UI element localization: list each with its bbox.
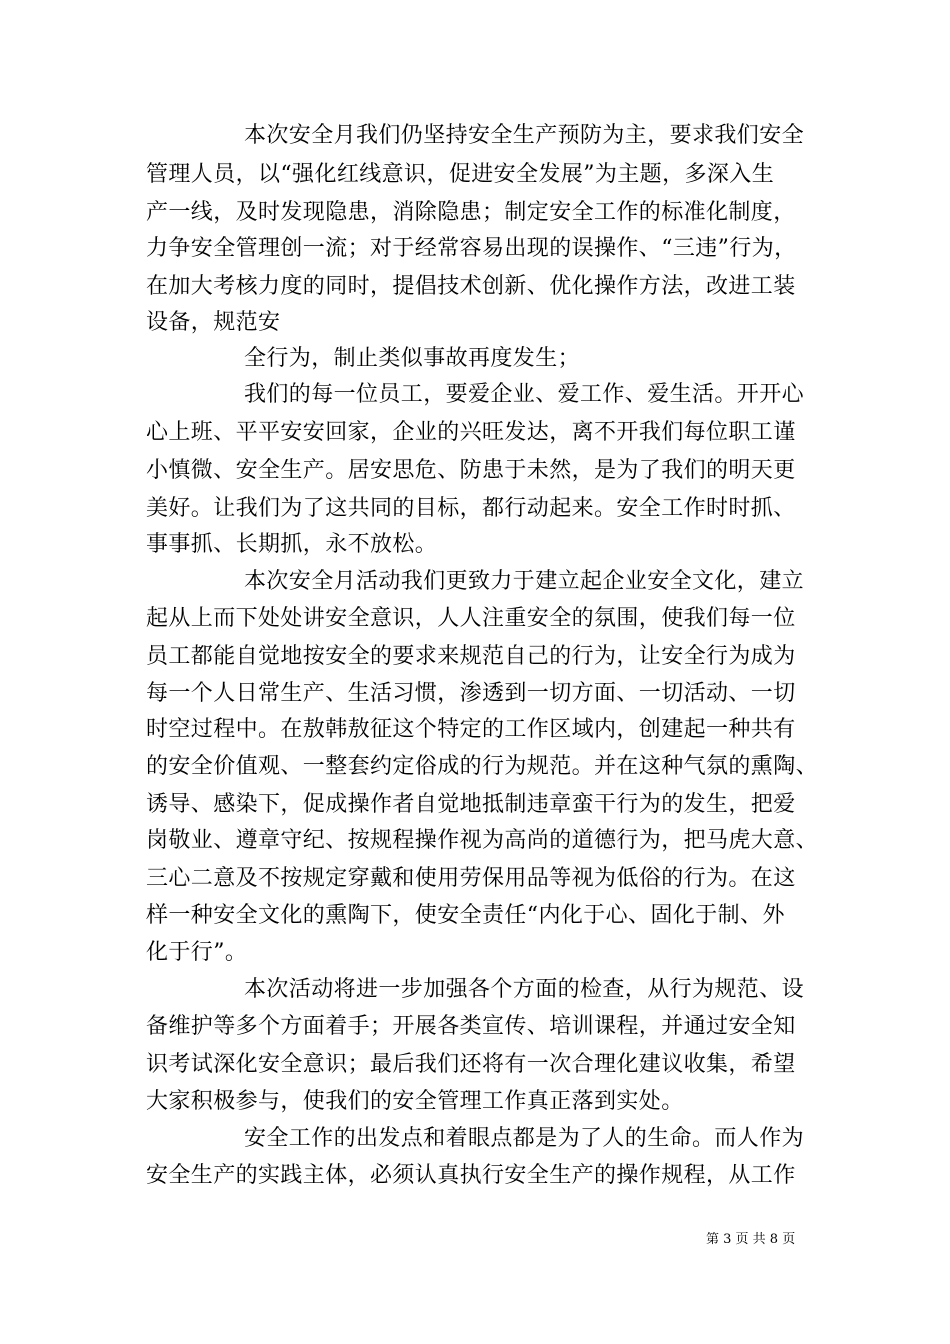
text-line: 小慎微、安全生产。居安思危、防患于未然，是为了我们的明天更 (146, 458, 796, 483)
text-line: 备维护等多个方面着手；开展各类宣传、培训课程，并通过安全知 (146, 1014, 796, 1039)
text-line: 产一线，及时发现隐患，消除隐患；制定安全工作的标准化制度， (146, 200, 796, 225)
text-line: 诱导、感染下，促成操作者自觉地抵制违章蛮干行为的发生，把爱 (146, 792, 796, 817)
text-line: 设备，规范安 (146, 310, 281, 335)
text-line: 管理人员，以“强化红线意识，促进安全发展”为主题，多深入生 (146, 162, 775, 187)
text-line: 员工都能自觉地按安全的要求来规范自己的行为，让安全行为成为 (146, 644, 796, 669)
page-number-footer: 第 3 页 共 8 页 (706, 1232, 796, 1247)
text-line: 化于行”。 (146, 940, 248, 965)
text-line: 岗敬业、遵章守纪、按规程操作视为高尚的道德行为，把马虎大意、 (146, 828, 819, 853)
text-line: 本次安全月我们仍坚持安全生产预防为主，要求我们安全 (244, 123, 805, 148)
text-line: 样一种安全文化的熏陶下，使安全责任“内化于心、固化于制、外 (146, 903, 785, 928)
text-line: 起从上而下处处讲安全意识，人人注重安全的氛围，使我们每一位 (146, 606, 796, 631)
text-line: 本次活动将进一步加强各个方面的检查，从行为规范、设 (244, 977, 805, 1002)
text-line: 三心二意及不按规定穿戴和使用劳保用品等视为低俗的行为。在这 (146, 866, 796, 891)
text-line: 大家积极参与，使我们的安全管理工作真正落到实处。 (146, 1089, 684, 1114)
text-line: 在加大考核力度的同时，提倡技术创新、优化操作方法，改进工装 (146, 274, 796, 299)
text-line: 事事抓、长期抓，永不放松。 (146, 532, 438, 557)
text-line: 我们的每一位员工，要爱企业、爱工作、爱生活。开开心 (244, 382, 805, 407)
text-line: 本次安全月活动我们更致力于建立起企业安全文化，建立 (244, 569, 805, 594)
text-line: 每一个人日常生产、生活习惯，渗透到一切方面、一切活动、一切 (146, 681, 796, 706)
text-line: 力争安全管理创一流；对于经常容易出现的误操作、“三违”行为， (146, 236, 797, 261)
text-line: 美好。让我们为了这共同的目标，都行动起来。安全工作时时抓、 (146, 496, 796, 521)
text-line: 心上班、平平安安回家，企业的兴旺发达，离不开我们每位职工谨 (146, 420, 796, 445)
text-line: 时空过程中。在敖韩敖征这个特定的工作区域内，创建起一种共有 (146, 717, 796, 742)
text-line: 安全生产的实践主体，必须认真执行安全生产的操作规程，从工作 (146, 1163, 796, 1188)
text-line: 的安全价值观、一整套约定俗成的行为规范。并在这种气氛的熏陶、 (146, 754, 819, 779)
text-line: 全行为，制止类似事故再度发生； (244, 346, 581, 371)
text-line: 安全工作的出发点和着眼点都是为了人的生命。而人作为 (244, 1126, 805, 1151)
text-line: 识考试深化安全意识；最后我们还将有一次合理化建议收集，希望 (146, 1052, 796, 1077)
